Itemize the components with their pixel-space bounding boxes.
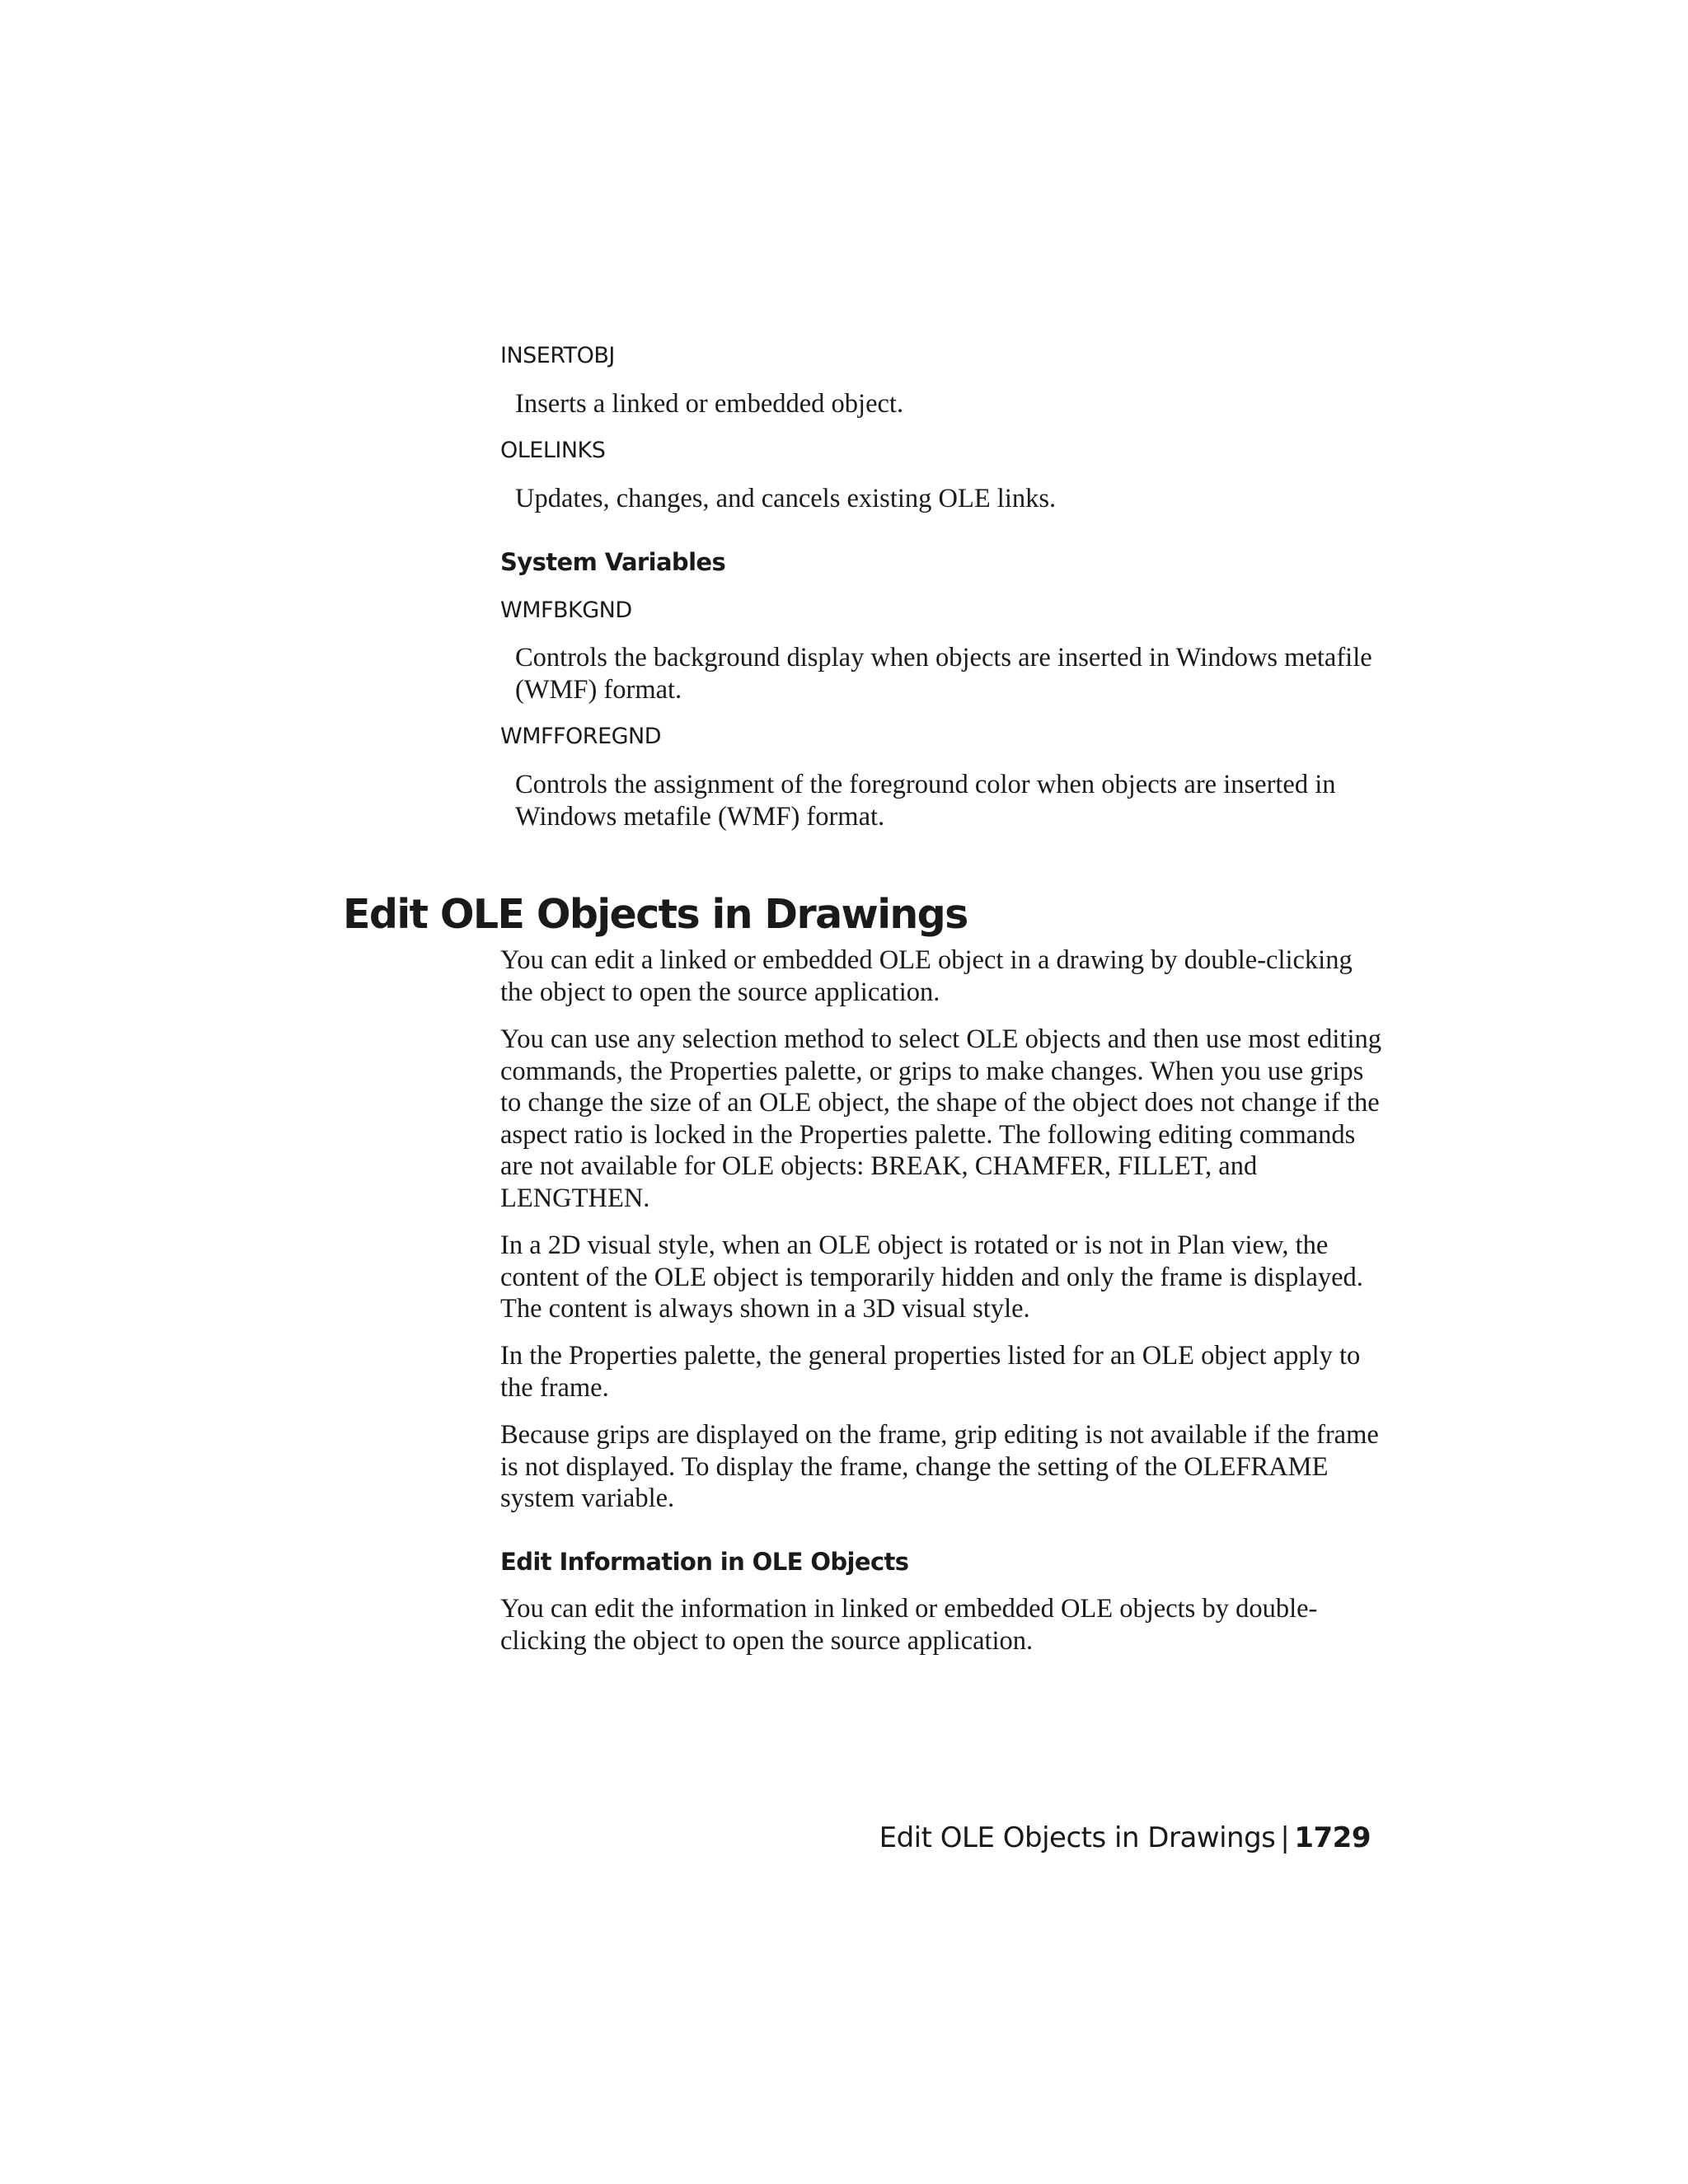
system-variables-heading: System Variables	[500, 548, 726, 576]
footer-separator: |	[1280, 1821, 1290, 1854]
section-title: Edit OLE Objects in Drawings	[343, 891, 968, 938]
term-insertobj: INSERTOBJ	[500, 343, 615, 368]
description-wmfforegnd: Controls the assignment of the foreground color when objects are inserted in Windows metafile (WMF) format.	[515, 770, 1336, 832]
description-wmfbkgnd: Controls the background display when objects are inserted in Windows metafile (WMF) format.	[515, 643, 1372, 705]
body-paragraph-1: You can edit a linked or embedded OLE object in a drawing by double-clicking the object to open the source application.	[500, 945, 1353, 1007]
footer-running-title: Edit OLE Objects in Drawings	[879, 1821, 1276, 1854]
description-insertobj: Inserts a linked or embedded object.	[515, 389, 904, 419]
page-footer	[879, 1820, 1371, 1856]
subsection-heading: Edit Information in OLE Objects	[500, 1548, 909, 1576]
description-olelinks: Updates, changes, and cancels existing OLE links.	[515, 484, 1057, 513]
body-paragraph-4: In the Properties palette, the general properties listed for an OLE object apply to the frame.	[500, 1341, 1361, 1403]
term-olelinks: OLELINKS	[500, 438, 606, 463]
term-wmfbkgnd: WMFBKGND	[500, 598, 632, 623]
subsection-paragraph: You can edit the information in linked or embedded OLE objects by double-clicking the object to open the source application.	[500, 1594, 1318, 1656]
term-wmfforegnd: WMFFOREGND	[500, 724, 662, 749]
body-paragraph-2: You can use any selection method to select OLE objects and then use most editing commands, the Properties palette, or grips to make changes. When you use grips to change the size of an OLE object, the shape of the object does not change if the aspect ratio is locked in the Properties palette. The following editing commands are not available for OLE objects: BREAK, CHAMFER, FILLET, and LENGTHEN.	[500, 1024, 1381, 1213]
body-paragraph-3: In a 2D visual style, when an OLE object is rotated or is not in Plan view, the content of the OLE object is temporarily hidden and only the frame is displayed. The content is always shown in a 3D visual style.	[500, 1230, 1363, 1324]
body-paragraph-5: Because grips are displayed on the frame, grip editing is not available if the frame is not displayed. To display the frame, change the setting of the OLEFRAME system variable.	[500, 1420, 1379, 1513]
page-number: 1729	[1294, 1821, 1371, 1854]
